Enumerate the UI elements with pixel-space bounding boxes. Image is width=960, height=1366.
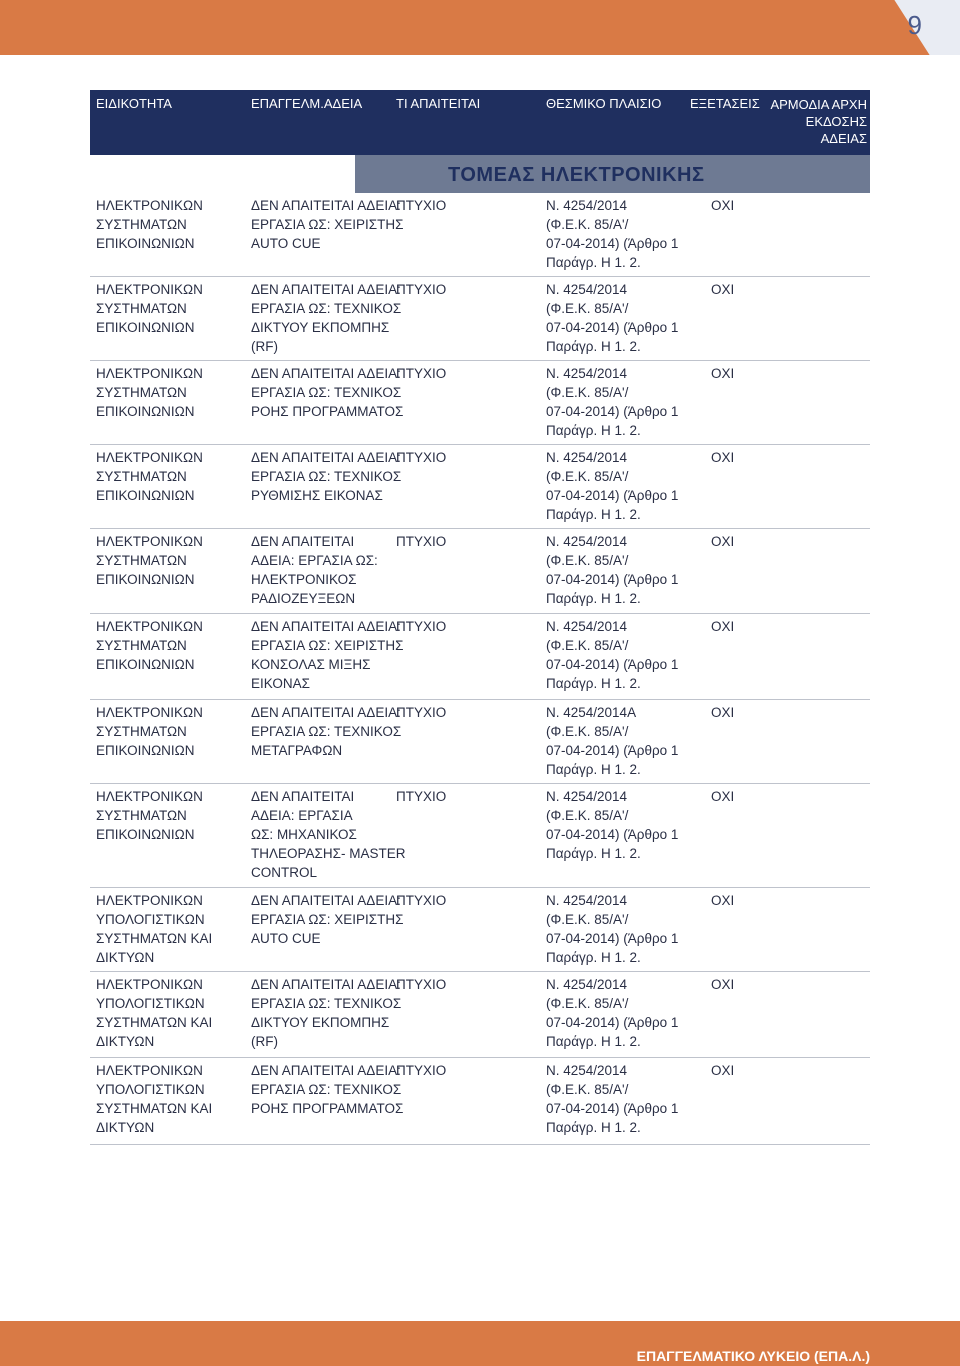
framework-line: (Φ.Ε.Κ. 85/Α'/ bbox=[546, 385, 629, 400]
specialty-cell bbox=[96, 975, 246, 1051]
table-row bbox=[90, 361, 870, 445]
specialty-cell bbox=[96, 703, 246, 760]
framework-line: Ν. 4254/2014 bbox=[546, 1063, 628, 1078]
table-row bbox=[90, 277, 870, 361]
framework-line: 07-04-2014) (Άρθρο 1 bbox=[546, 404, 679, 419]
requirement-line: ΠΤΥΧΙΟ bbox=[396, 893, 447, 908]
framework-line: (Φ.Ε.Κ. 85/Α'/ bbox=[546, 912, 629, 927]
exams-cell bbox=[711, 1061, 771, 1080]
table-row bbox=[90, 888, 870, 972]
exams-line: ΟΧΙ bbox=[711, 789, 735, 804]
framework-line: (Φ.Ε.Κ. 85/Α'/ bbox=[546, 217, 629, 232]
requirement-cell bbox=[396, 364, 536, 383]
framework-line: 07-04-2014) (Άρθρο 1 bbox=[546, 657, 679, 672]
exams-cell bbox=[711, 280, 771, 299]
license-line: ΕΡΓΑΣΙΑ ΩΣ: ΤΕΧΝΙΚΟΣ bbox=[251, 996, 402, 1011]
exams-cell bbox=[711, 703, 771, 722]
specialty-line: ΥΠΟΛΟΓΙΣΤΙΚΩΝ bbox=[96, 912, 205, 927]
table-row bbox=[90, 445, 870, 529]
license-line: ΡΥΘΜΙΣΗΣ ΕΙΚΟΝΑΣ bbox=[251, 488, 383, 503]
license-line: ΡΑΔΙΟΖΕΥΞΕΩΝ bbox=[251, 591, 356, 606]
header-authority-line-1: ΑΡΜΟΔΙΑ ΑΡΧΗ bbox=[770, 97, 867, 112]
license-line: CONTROL bbox=[251, 865, 318, 880]
specialty-line: ΗΛΕΚΤΡΟΝΙΚΩΝ bbox=[96, 619, 203, 634]
specialty-line: ΗΛΕΚΤΡΟΝΙΚΩΝ bbox=[96, 366, 203, 381]
requirement-cell bbox=[396, 1061, 536, 1080]
framework-line: Ν. 4254/2014 bbox=[546, 198, 628, 213]
section-title: ΤΟΜΕΑΣ ΗΛΕΚΤΡΟΝΙΚΗΣ bbox=[448, 164, 705, 186]
license-line: ΕΙΚΟΝΑΣ bbox=[251, 676, 310, 691]
framework-line: 07-04-2014) (Άρθρο 1 bbox=[546, 827, 679, 842]
license-line: ΔΕΝ ΑΠΑΙΤΕΙΤΑΙ bbox=[251, 789, 355, 804]
exams-line: ΟΧΙ bbox=[711, 705, 735, 720]
framework-line: Παράγρ. Η 1. 2. bbox=[546, 676, 641, 691]
exams-line: ΟΧΙ bbox=[711, 366, 735, 381]
license-cell bbox=[251, 787, 406, 882]
table-row bbox=[90, 193, 870, 277]
exams-line: ΟΧΙ bbox=[711, 282, 735, 297]
requirement-line: ΠΤΥΧΙΟ bbox=[396, 977, 447, 992]
license-line: ΔΕΝ ΑΠΑΙΤΕΙΤΑΙ bbox=[251, 534, 355, 549]
license-line: ΑΔΕΙΑ: ΕΡΓΑΣΙΑ ΩΣ: bbox=[251, 553, 378, 568]
license-line: AUTO CUE bbox=[251, 236, 321, 251]
requirement-cell bbox=[396, 448, 536, 467]
license-cell bbox=[251, 448, 402, 505]
license-line: ΔΕΝ ΑΠΑΙΤΕΙΤΑΙ ΑΔΕΙΑ: bbox=[251, 1063, 401, 1078]
header-specialty: ΕΙΔΙΚΟΤΗΤΑ bbox=[96, 96, 172, 111]
license-cell bbox=[251, 703, 402, 760]
framework-cell bbox=[546, 280, 696, 356]
license-line: ΔΕΝ ΑΠΑΙΤΕΙΤΑΙ ΑΔΕΙΑ: bbox=[251, 893, 401, 908]
specialty-cell bbox=[96, 787, 246, 844]
specialty-line: ΗΛΕΚΤΡΟΝΙΚΩΝ bbox=[96, 1063, 203, 1078]
license-line: ΕΡΓΑΣΙΑ ΩΣ: ΤΕΧΝΙΚΟΣ bbox=[251, 385, 402, 400]
exams-cell bbox=[711, 532, 771, 551]
specialty-line: ΥΠΟΛΟΓΙΣΤΙΚΩΝ bbox=[96, 996, 205, 1011]
section-bar-spacer bbox=[90, 155, 355, 193]
exams-cell bbox=[711, 975, 771, 994]
specialty-line: ΣΥΣΤΗΜΑΤΩΝ ΚΑΙ bbox=[96, 1015, 213, 1030]
requirement-cell bbox=[396, 891, 536, 910]
framework-line: Παράγρ. Η 1. 2. bbox=[546, 591, 641, 606]
top-band bbox=[0, 0, 960, 55]
header-authority-line-2: ΕΚΔΟΣΗΣ ΑΔΕΙΑΣ bbox=[805, 114, 867, 146]
requirement-cell bbox=[396, 703, 536, 722]
framework-line: (Φ.Ε.Κ. 85/Α'/ bbox=[546, 301, 629, 316]
license-line: AUTO CUE bbox=[251, 931, 321, 946]
specialty-cell bbox=[96, 196, 246, 253]
framework-cell bbox=[546, 532, 696, 608]
framework-line: (Φ.Ε.Κ. 85/Α'/ bbox=[546, 469, 629, 484]
license-line: ΔΕΝ ΑΠΑΙΤΕΙΤΑΙ ΑΔΕΙΑ: bbox=[251, 450, 401, 465]
specialty-cell bbox=[96, 448, 246, 505]
framework-line: Παράγρ. Η 1. 2. bbox=[546, 762, 641, 777]
specialty-line: ΣΥΣΤΗΜΑΤΩΝ bbox=[96, 385, 187, 400]
specialty-line: ΣΥΣΤΗΜΑΤΩΝ bbox=[96, 724, 187, 739]
license-cell bbox=[251, 617, 404, 693]
table-header bbox=[90, 90, 870, 155]
license-line: ΔΕΝ ΑΠΑΙΤΕΙΤΑΙ ΑΔΕΙΑ: bbox=[251, 705, 401, 720]
license-line: ΗΛΕΚΤΡΟΝΙΚΟΣ bbox=[251, 572, 357, 587]
specialty-line: ΥΠΟΛΟΓΙΣΤΙΚΩΝ bbox=[96, 1082, 205, 1097]
framework-line: Παράγρ. Η 1. 2. bbox=[546, 339, 641, 354]
table-row bbox=[90, 614, 870, 700]
requirement-line: ΠΤΥΧΙΟ bbox=[396, 198, 447, 213]
framework-line: Ν. 4254/2014 bbox=[546, 282, 628, 297]
exams-cell bbox=[711, 617, 771, 636]
exams-line: ΟΧΙ bbox=[711, 1063, 735, 1078]
specialty-line: ΔΙΚΤΥΩΝ bbox=[96, 1120, 155, 1135]
specialty-line: ΗΛΕΚΤΡΟΝΙΚΩΝ bbox=[96, 198, 203, 213]
requirement-cell bbox=[396, 787, 536, 806]
license-line: ΕΡΓΑΣΙΑ ΩΣ: ΧΕΙΡΙΣΤΗΣ bbox=[251, 912, 404, 927]
license-line: ΕΡΓΑΣΙΑ ΩΣ: ΤΕΧΝΙΚΟΣ bbox=[251, 469, 402, 484]
table-row bbox=[90, 784, 870, 888]
requirement-line: ΠΤΥΧΙΟ bbox=[396, 705, 447, 720]
requirement-cell bbox=[396, 617, 536, 636]
license-line: (RF) bbox=[251, 339, 278, 354]
exams-cell bbox=[711, 891, 771, 910]
specialty-line: ΣΥΣΤΗΜΑΤΩΝ bbox=[96, 638, 187, 653]
license-line: ΩΣ: ΜΗΧΑΝΙΚΟΣ bbox=[251, 827, 357, 842]
specialty-line: ΗΛΕΚΤΡΟΝΙΚΩΝ bbox=[96, 450, 203, 465]
specialty-line: ΗΛΕΚΤΡΟΝΙΚΩΝ bbox=[96, 534, 203, 549]
exams-cell bbox=[711, 364, 771, 383]
requirement-cell bbox=[396, 532, 536, 551]
exams-cell bbox=[711, 196, 771, 215]
specialty-line: ΗΛΕΚΤΡΟΝΙΚΩΝ bbox=[96, 977, 203, 992]
specialty-line: ΣΥΣΤΗΜΑΤΩΝ ΚΑΙ bbox=[96, 931, 213, 946]
header-authority bbox=[767, 96, 867, 147]
requirement-line: ΠΤΥΧΙΟ bbox=[396, 1063, 447, 1078]
table-row bbox=[90, 1058, 870, 1145]
framework-line: (Φ.Ε.Κ. 85/Α'/ bbox=[546, 996, 629, 1011]
license-cell bbox=[251, 364, 404, 421]
exams-line: ΟΧΙ bbox=[711, 619, 735, 634]
license-line: (RF) bbox=[251, 1034, 278, 1049]
specialty-line: ΗΛΕΚΤΡΟΝΙΚΩΝ bbox=[96, 789, 203, 804]
license-line: ΕΡΓΑΣΙΑ ΩΣ: ΤΕΧΝΙΚΟΣ bbox=[251, 724, 402, 739]
framework-cell bbox=[546, 975, 696, 1051]
exams-cell bbox=[711, 448, 771, 467]
header-license: ΕΠΑΓΓΕΛΜ.ΑΔΕΙΑ bbox=[251, 96, 363, 111]
framework-cell bbox=[546, 703, 696, 779]
license-line: ΔΕΝ ΑΠΑΙΤΕΙΤΑΙ ΑΔΕΙΑ: bbox=[251, 366, 401, 381]
framework-line: (Φ.Ε.Κ. 85/Α'/ bbox=[546, 724, 629, 739]
exams-cell bbox=[711, 787, 771, 806]
specialty-line: ΕΠΙΚΟΙΝΩΝΙΩΝ bbox=[96, 572, 195, 587]
specialty-cell bbox=[96, 617, 246, 674]
framework-cell bbox=[546, 364, 696, 440]
framework-line: Παράγρ. Η 1. 2. bbox=[546, 255, 641, 270]
framework-line: 07-04-2014) (Άρθρο 1 bbox=[546, 931, 679, 946]
header-exams: ΕΞΕΤΑΣΕΙΣ bbox=[690, 96, 760, 111]
license-line: ΚΟΝΣΟΛΑΣ ΜΙΞΗΣ bbox=[251, 657, 371, 672]
framework-line: 07-04-2014) (Άρθρο 1 bbox=[546, 572, 679, 587]
requirement-line: ΠΤΥΧΙΟ bbox=[396, 282, 447, 297]
framework-line: (Φ.Ε.Κ. 85/Α'/ bbox=[546, 638, 629, 653]
table-row bbox=[90, 529, 870, 614]
specialty-line: ΗΛΕΚΤΡΟΝΙΚΩΝ bbox=[96, 705, 203, 720]
framework-line: Ν. 4254/2014 bbox=[546, 893, 628, 908]
license-cell bbox=[251, 891, 404, 948]
specialty-line: ΔΙΚΤΥΩΝ bbox=[96, 1034, 155, 1049]
framework-line: 07-04-2014) (Άρθρο 1 bbox=[546, 1015, 679, 1030]
license-line: ΔΙΚΤΥΟΥ ΕΚΠΟΜΠΗΣ bbox=[251, 320, 390, 335]
requirement-cell bbox=[396, 975, 536, 994]
framework-line: Παράγρ. Η 1. 2. bbox=[546, 1034, 641, 1049]
specialty-line: ΕΠΙΚΟΙΝΩΝΙΩΝ bbox=[96, 827, 195, 842]
framework-line: Ν. 4254/2014 bbox=[546, 534, 628, 549]
license-line: ΕΡΓΑΣΙΑ ΩΣ: ΧΕΙΡΙΣΤΗΣ bbox=[251, 638, 404, 653]
license-line: ΔΙΚΤΥΟΥ ΕΚΠΟΜΠΗΣ bbox=[251, 1015, 390, 1030]
framework-line: 07-04-2014) (Άρθρο 1 bbox=[546, 488, 679, 503]
specialty-cell bbox=[96, 532, 246, 589]
license-cell bbox=[251, 196, 404, 253]
specialty-cell bbox=[96, 1061, 246, 1137]
license-line: ΕΡΓΑΣΙΑ ΩΣ: ΤΕΧΝΙΚΟΣ bbox=[251, 301, 402, 316]
framework-cell bbox=[546, 617, 696, 693]
license-line: ΡΟΗΣ ΠΡΟΓΡΑΜΜΑΤΟΣ bbox=[251, 1101, 404, 1116]
exams-line: ΟΧΙ bbox=[711, 534, 735, 549]
specialty-cell bbox=[96, 891, 246, 967]
framework-line: Ν. 4254/2014Α bbox=[546, 705, 637, 720]
framework-line: Ν. 4254/2014 bbox=[546, 619, 628, 634]
specialty-line: ΣΥΣΤΗΜΑΤΩΝ ΚΑΙ bbox=[96, 1101, 213, 1116]
framework-line: 07-04-2014) (Άρθρο 1 bbox=[546, 1101, 679, 1116]
license-line: ΜΕΤΑΓΡΑΦΩΝ bbox=[251, 743, 343, 758]
specialty-line: ΕΠΙΚΟΙΝΩΝΙΩΝ bbox=[96, 404, 195, 419]
framework-line: Ν. 4254/2014 bbox=[546, 450, 628, 465]
framework-cell bbox=[546, 1061, 696, 1137]
framework-line: Παράγρ. Η 1. 2. bbox=[546, 1120, 641, 1135]
specialty-cell bbox=[96, 280, 246, 337]
table-body bbox=[90, 193, 870, 1145]
license-cell bbox=[251, 975, 402, 1051]
specialty-line: ΕΠΙΚΟΙΝΩΝΙΩΝ bbox=[96, 743, 195, 758]
requirement-line: ΠΤΥΧΙΟ bbox=[396, 366, 447, 381]
framework-line: Παράγρ. Η 1. 2. bbox=[546, 507, 641, 522]
specialty-line: ΕΠΙΚΟΙΝΩΝΙΩΝ bbox=[96, 320, 195, 335]
requirement-cell bbox=[396, 196, 536, 215]
framework-line: Ν. 4254/2014 bbox=[546, 977, 628, 992]
specialty-line: ΕΠΙΚΟΙΝΩΝΙΩΝ bbox=[96, 488, 195, 503]
license-cell bbox=[251, 280, 402, 356]
requirement-line: ΠΤΥΧΙΟ bbox=[396, 789, 447, 804]
license-line: ΔΕΝ ΑΠΑΙΤΕΙΤΑΙ ΑΔΕΙΑ: bbox=[251, 198, 401, 213]
specialty-line: ΣΥΣΤΗΜΑΤΩΝ bbox=[96, 301, 187, 316]
license-line: ΔΕΝ ΑΠΑΙΤΕΙΤΑΙ ΑΔΕΙΑ: bbox=[251, 619, 401, 634]
license-line: ΔΕΝ ΑΠΑΙΤΕΙΤΑΙ ΑΔΕΙΑ: bbox=[251, 282, 401, 297]
framework-line: (Φ.Ε.Κ. 85/Α'/ bbox=[546, 808, 629, 823]
table-row bbox=[90, 700, 870, 784]
requirement-cell bbox=[396, 280, 536, 299]
requirement-line: ΠΤΥΧΙΟ bbox=[396, 534, 447, 549]
header-framework: ΘΕΣΜΙΚΟ ΠΛΑΙΣΙΟ bbox=[546, 96, 662, 111]
license-line: ΔΕΝ ΑΠΑΙΤΕΙΤΑΙ ΑΔΕΙΑ: bbox=[251, 977, 401, 992]
specialty-line: ΣΥΣΤΗΜΑΤΩΝ bbox=[96, 553, 187, 568]
framework-line: Ν. 4254/2014 bbox=[546, 366, 628, 381]
specialty-line: ΣΥΣΤΗΜΑΤΩΝ bbox=[96, 808, 187, 823]
license-line: ΕΡΓΑΣΙΑ ΩΣ: ΤΕΧΝΙΚΟΣ bbox=[251, 1082, 402, 1097]
license-line: ΡΟΗΣ ΠΡΟΓΡΑΜΜΑΤΟΣ bbox=[251, 404, 404, 419]
section-bar bbox=[90, 155, 870, 193]
framework-cell bbox=[546, 448, 696, 524]
specialty-line: ΣΥΣΤΗΜΑΤΩΝ bbox=[96, 217, 187, 232]
specialty-cell bbox=[96, 364, 246, 421]
header-requirement: ΤΙ ΑΠΑΙΤΕΙΤΑΙ bbox=[396, 96, 481, 111]
license-line: ΤΗΛΕΟΡΑΣΗΣ- MASTER bbox=[251, 846, 406, 861]
framework-cell bbox=[546, 787, 696, 863]
framework-line: Παράγρ. Η 1. 2. bbox=[546, 950, 641, 965]
specialty-line: ΗΛΕΚΤΡΟΝΙΚΩΝ bbox=[96, 893, 203, 908]
framework-line: Ν. 4254/2014 bbox=[546, 789, 628, 804]
exams-line: ΟΧΙ bbox=[711, 977, 735, 992]
license-cell bbox=[251, 1061, 404, 1118]
specialty-line: ΕΠΙΚΟΙΝΩΝΙΩΝ bbox=[96, 236, 195, 251]
requirement-line: ΠΤΥΧΙΟ bbox=[396, 450, 447, 465]
exams-line: ΟΧΙ bbox=[711, 198, 735, 213]
table-row bbox=[90, 972, 870, 1058]
requirement-line: ΠΤΥΧΙΟ bbox=[396, 619, 447, 634]
framework-line: Παράγρ. Η 1. 2. bbox=[546, 846, 641, 861]
framework-line: (Φ.Ε.Κ. 85/Α'/ bbox=[546, 553, 629, 568]
framework-cell bbox=[546, 891, 696, 967]
framework-line: Παράγρ. Η 1. 2. bbox=[546, 423, 641, 438]
specialty-line: ΔΙΚΤΥΩΝ bbox=[96, 950, 155, 965]
framework-cell bbox=[546, 196, 696, 272]
specialty-line: ΗΛΕΚΤΡΟΝΙΚΩΝ bbox=[96, 282, 203, 297]
exams-line: ΟΧΙ bbox=[711, 450, 735, 465]
license-line: ΑΔΕΙΑ: ΕΡΓΑΣΙΑ bbox=[251, 808, 353, 823]
framework-line: (Φ.Ε.Κ. 85/Α'/ bbox=[546, 1082, 629, 1097]
page-number: 9 bbox=[907, 10, 922, 40]
framework-line: 07-04-2014) (Άρθρο 1 bbox=[546, 236, 679, 251]
license-cell bbox=[251, 532, 391, 608]
license-line: ΕΡΓΑΣΙΑ ΩΣ: ΧΕΙΡΙΣΤΗΣ bbox=[251, 217, 404, 232]
framework-line: 07-04-2014) (Άρθρο 1 bbox=[546, 320, 679, 335]
specialty-line: ΣΥΣΤΗΜΑΤΩΝ bbox=[96, 469, 187, 484]
framework-line: 07-04-2014) (Άρθρο 1 bbox=[546, 743, 679, 758]
exams-line: ΟΧΙ bbox=[711, 893, 735, 908]
footer-text: ΕΠΑΓΓΕΛΜΑΤΙΚΟ ΛΥΚΕΙΟ (ΕΠΑ.Λ.) bbox=[636, 1348, 870, 1364]
specialty-line: ΕΠΙΚΟΙΝΩΝΙΩΝ bbox=[96, 657, 195, 672]
